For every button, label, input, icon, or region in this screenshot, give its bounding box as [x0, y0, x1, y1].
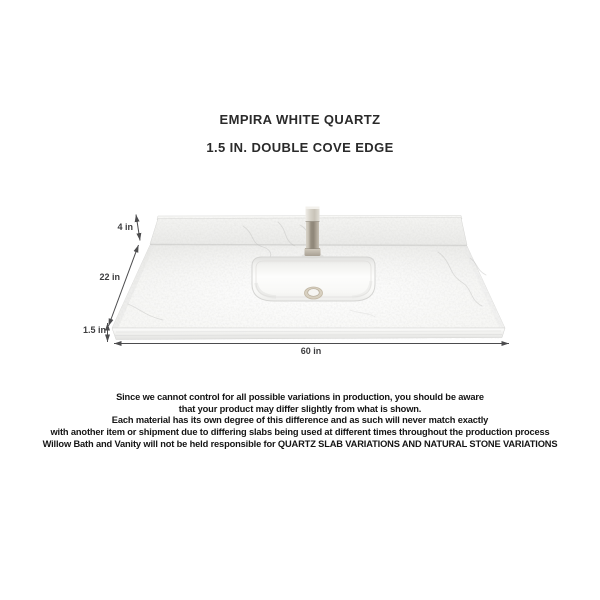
sink-overflow-drain: [305, 287, 323, 299]
disclaimer-line: that your product may differ slightly from what is shown.: [178, 403, 422, 414]
dimension-label-depth: 22 in: [99, 272, 120, 282]
dimension-line-backsplash-height: [136, 215, 140, 241]
disclaimer-line: Willow Bath and Vanity will not be held responsible for QUARTZ SLAB VARIATIONS AND NATURAL STONE VARIATIONS: [42, 438, 558, 449]
disclaimer-text: [0, 392, 600, 451]
countertop-front-edge-shape: [112, 328, 505, 340]
dimension-label-edge-thickness: 1.5 in: [82, 325, 106, 335]
disclaimer-line: Since we cannot control for all possible variations in production, you should be aware: [116, 392, 484, 402]
disclaimer-line: with another item or shipment due to differing slabs being used at different times throughout the production process: [50, 427, 550, 438]
dimension-label-backsplash-height: 4 in: [117, 222, 133, 232]
product-title: EMPIRA WHITE QUARTZ: [219, 112, 381, 127]
disclaimer-line: Each material has its own degree of this difference and as such will never match exactly: [111, 415, 489, 426]
edge-style-subtitle: 1.5 IN. DOUBLE COVE EDGE: [206, 140, 394, 155]
dimension-label-width: 60 in: [300, 346, 322, 356]
